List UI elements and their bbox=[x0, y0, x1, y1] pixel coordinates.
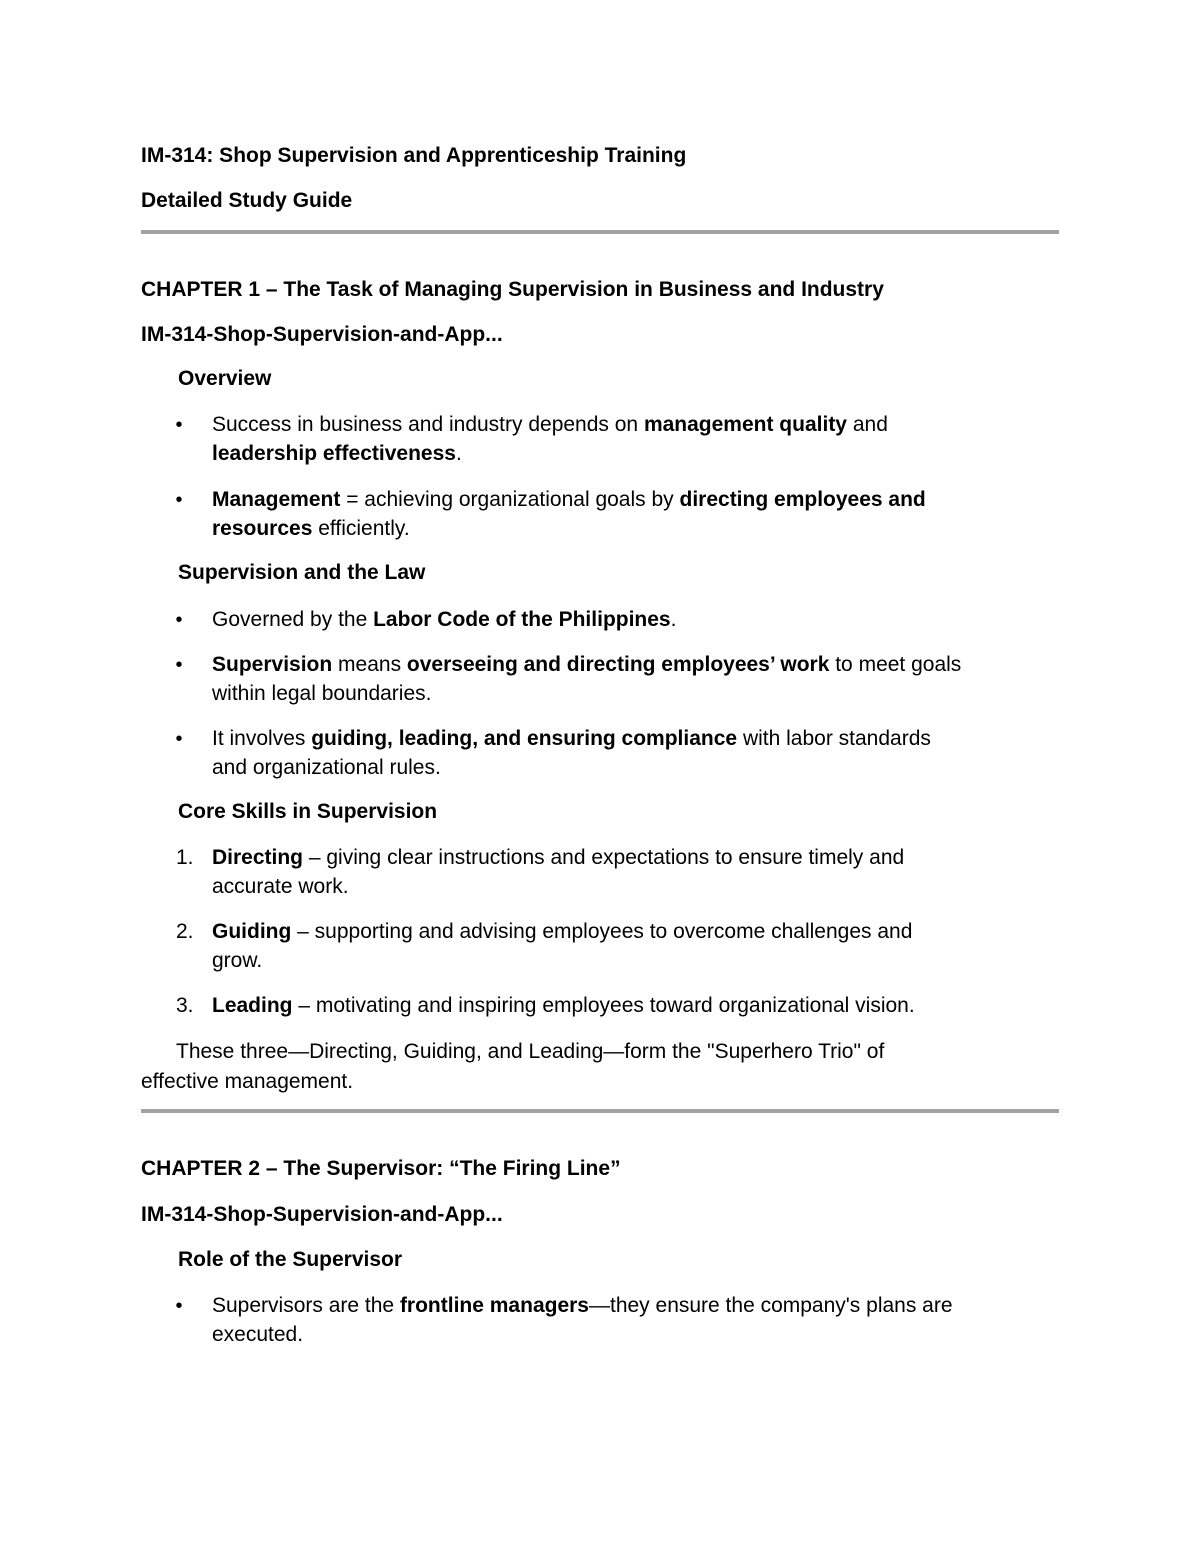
bullet-icon: • bbox=[175, 609, 183, 631]
overview-bullet-2: Management = achieving organizational goals by directing employees and resources efficiently. bbox=[212, 488, 926, 540]
core-skills-summary: These three—Directing, Guiding, and Leading—form the "Superhero Trio" of effective management. bbox=[141, 1040, 885, 1093]
list-number: 1. bbox=[176, 846, 194, 869]
skill-item-guiding: Guiding – supporting and advising employees to overcome challenges and grow. bbox=[212, 920, 913, 972]
list-number: 2. bbox=[176, 920, 194, 943]
law-bullet-2: Supervision means overseeing and directing employees’ work to meet goals within legal boundaries. bbox=[212, 653, 962, 705]
bullet-icon: • bbox=[175, 1295, 183, 1317]
core-skills-heading: Core Skills in Supervision bbox=[178, 800, 438, 823]
bullet-icon: • bbox=[175, 414, 183, 436]
law-bullet-1: Governed by the Labor Code of the Philippines. bbox=[212, 608, 677, 631]
chapter-2-heading: CHAPTER 2 – The Supervisor: “The Firing Line” bbox=[141, 1157, 621, 1180]
bullet-icon: • bbox=[175, 728, 183, 750]
role-bullet-1: Supervisors are the frontline managers—they ensure the company's plans are executed. bbox=[212, 1294, 953, 1346]
bullet-icon: • bbox=[175, 489, 183, 511]
horizontal-rule bbox=[141, 230, 1059, 234]
role-heading: Role of the Supervisor bbox=[178, 1248, 403, 1271]
list-number: 3. bbox=[176, 994, 194, 1017]
bullet-icon: • bbox=[175, 654, 183, 676]
chapter-1-source-link[interactable]: IM-314-Shop-Supervision-and-App... bbox=[141, 323, 503, 346]
law-bullet-3: It involves guiding, leading, and ensuring compliance with labor standards and organizational rules. bbox=[212, 727, 931, 779]
document-subtitle: Detailed Study Guide bbox=[141, 189, 353, 212]
skill-item-leading: Leading – motivating and inspiring employees toward organizational vision. bbox=[212, 994, 915, 1017]
law-heading: Supervision and the Law bbox=[178, 561, 426, 584]
horizontal-rule bbox=[141, 1109, 1059, 1113]
overview-bullet-1: Success in business and industry depends on management quality and leadership effectiveness. bbox=[212, 413, 888, 465]
document-title: IM-314: Shop Supervision and Apprenticeship Training bbox=[141, 144, 687, 167]
skill-item-directing: Directing – giving clear instructions and expectations to ensure timely and accurate work. bbox=[212, 846, 905, 898]
chapter-1-heading: CHAPTER 1 – The Task of Managing Supervision in Business and Industry bbox=[141, 278, 884, 301]
overview-heading: Overview bbox=[178, 367, 272, 390]
chapter-2-source-link[interactable]: IM-314-Shop-Supervision-and-App... bbox=[141, 1203, 503, 1226]
